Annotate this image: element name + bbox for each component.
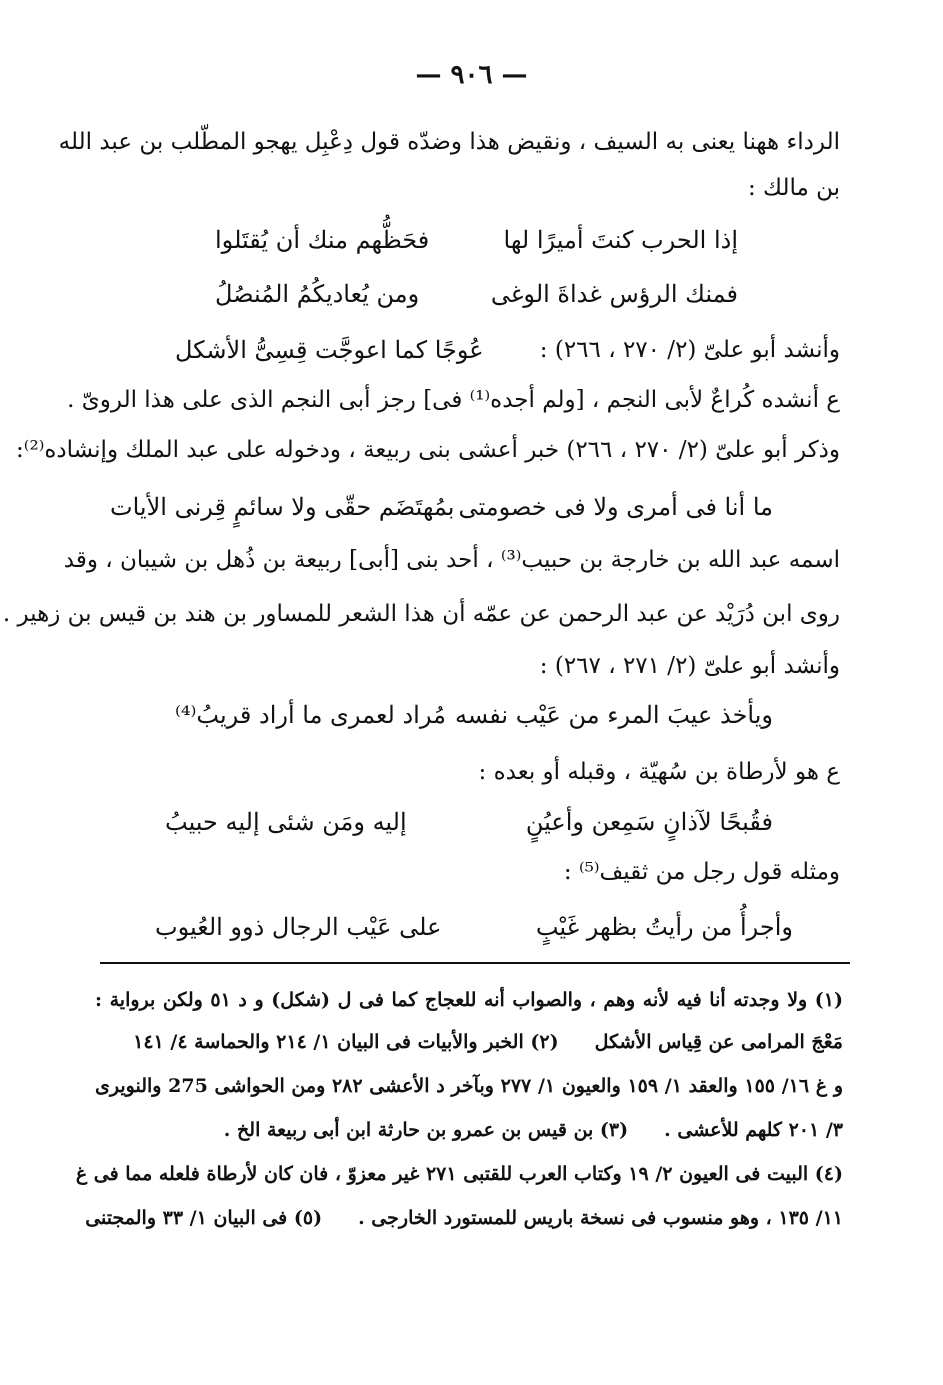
text-line: بن مالك :: [748, 175, 840, 201]
verse-hemistich: ومن يُعاديكُمُ المُنصُلُ: [215, 280, 420, 308]
footnote-line: و غ ١٦/ ١٥٥ والعقد ١/ ١٥٩ والعيون ١/ ٢٧٧ وبآخر د الأعشى ٢٨٢ ومن الحواشى 275 والنويرى: [95, 1075, 844, 1097]
verse-hemistich: ويأخذ عيبَ المرء من عَيْب نفسه: [454, 701, 773, 729]
verse-hemistich: بمُهتَضَم حقّى ولا سائمٍ قِرنى الأيات: [110, 493, 455, 521]
footnote-text: ١١/ ١٣٥ ، وهو منسوب فى نسخة باريس للمستورد الخارجى .: [358, 1207, 843, 1229]
footnote-line: [85, 1200, 843, 1240]
footnote-line: (٤) البيت فى العيون ٢/ ١٩ وكتاب العرب للقتبى ٢٧١ غير معزوّ ، فان كان لأرطاة فلعله مما فى غ: [75, 1163, 843, 1185]
text-line: ع هو لأرطاة بن سُهيّة ، وقبله أو بعده :: [478, 759, 840, 785]
verse-hemistich: إليه ومَن شئى إليه حبيبُ: [165, 808, 407, 836]
verse-hemistich: فقُبحًا لآذانٍ سَمِعن وأعيُنٍ: [525, 808, 773, 836]
verse-hemistich: عُوجًا كما اعوجَّت قِسِىُّ الأشكل: [175, 336, 484, 364]
verse-hemistich: على عَيْب الرجال ذوو العُيوب: [155, 913, 442, 941]
footnote-text: مَعْجَ المرامى عن قِياس الأشكل: [594, 1031, 843, 1053]
page-number: — ٩٠٦ —: [415, 60, 528, 90]
footnote-line: [95, 1024, 843, 1064]
verse-hemistich: مُراد لعمرى ما أراد قريبُ⁽⁴⁾: [175, 701, 446, 729]
verse-hemistich: وأجرأُ من رأيتُ بظهر غَيْبٍ: [535, 913, 793, 941]
footnote-line: [95, 1112, 843, 1152]
text-line: وأنشد أبو علىّ (٢/ ٢٧٠ ، ٢٦٦) :: [539, 337, 840, 363]
footnote-divider: [100, 962, 850, 964]
verse-hemistich: فحَظُّهم منك أن يُقتَلوا: [215, 226, 430, 254]
footnote-text: (٢) الخبر والأبيات فى البيان ١/ ٢١٤ والحماسة ٤/ ١٤١: [133, 1031, 559, 1053]
footnote-text: (٣) بن قيس بن عمرو بن حارثة ابن أبى ربيعة الخ .: [223, 1119, 629, 1141]
text-line: روى ابن دُرَيْد عن عبد الرحمن عن عمّه أن هذا الشعر للمساور بن هند بن قيس بن زهير .: [2, 601, 840, 627]
footnote-text: (٥) فى البيان ١/ ٣٣ والمجتنى: [85, 1207, 323, 1229]
footnote-text: ٣/ ٢٠١ كلهم للأعشى .: [664, 1119, 843, 1141]
verse-hemistich: فمنك الرؤس غداةَ الوغى: [490, 280, 738, 308]
text-line: ومثله قول رجل من ثقيف⁽⁵⁾ :: [563, 859, 840, 885]
text-line: وأنشد أبو علىّ (٢/ ٢٧١ ، ٢٦٧) :: [539, 653, 840, 679]
verse-hemistich: إذا الحرب كنتَ أميرًا لها: [503, 226, 738, 254]
text-line: اسمه عبد الله بن خارجة بن حبيب⁽³⁾ ، أحد بنى [أبى] ربيعة بن ذُهل بن شيبان ، وقد: [63, 547, 840, 573]
text-line: ع أنشده كُراعٌ لأبى النجم ، [ولم أجده⁽¹⁾ فى] رجز أبى النجم الذى على هذا الروىّ .: [67, 387, 840, 413]
footnote-line: (١) ولا وجدته أنا فيه لأنه وهم ، والصواب أنه للعجاج كما فى ل (شكل) و د ٥١ ولكن برواية :: [95, 989, 843, 1011]
verse-hemistich: ما أنا فى أمرى ولا فى خصومتى: [458, 493, 773, 521]
text-line: وذكر أبو علىّ (٢/ ٢٧٠ ، ٢٦٦) خبر أعشى بنى ربيعة ، ودخوله على عبد الملك وإنشاده⁽²⁾:: [16, 437, 840, 463]
text-line: الرداء ههنا يعنى به السيف ، ونقيض هذا وضدّه قول دِعْبِل يهجو المطّلب بن عبد الله: [58, 129, 840, 155]
